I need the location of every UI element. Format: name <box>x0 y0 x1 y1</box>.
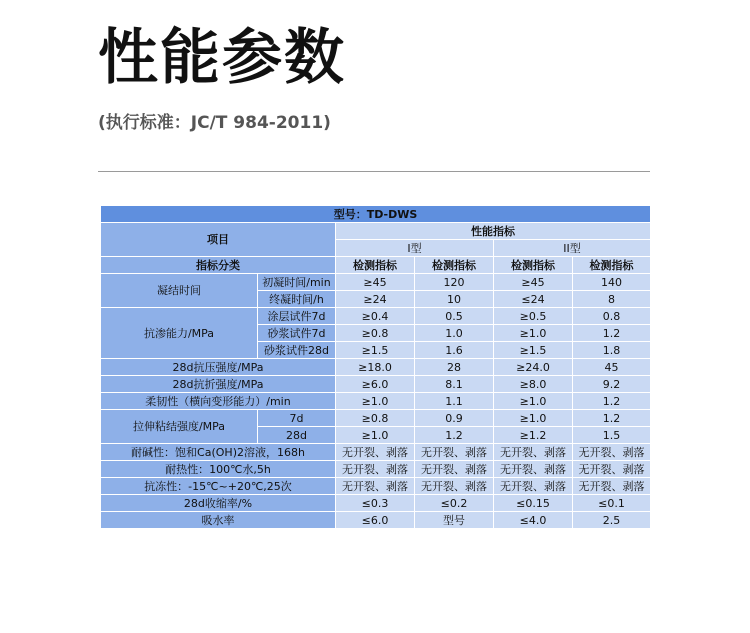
table-cell: 无开裂、剥落 <box>336 444 415 461</box>
table-cell: 1.2 <box>573 393 651 410</box>
row-label: 耐热性：100℃水,5h <box>101 461 336 478</box>
table-cell: 无开裂、剥落 <box>573 478 651 495</box>
divider <box>98 171 650 172</box>
table-cell: 无开裂、剥落 <box>494 444 573 461</box>
table-cell: ≥24.0 <box>494 359 573 376</box>
table-cell: ≤0.15 <box>494 495 573 512</box>
table-cell: ≥0.4 <box>336 308 415 325</box>
row-label: 28d抗折强度/MPa <box>101 376 336 393</box>
table-cell: ≤4.0 <box>494 512 573 529</box>
table-cell: 9.2 <box>573 376 651 393</box>
standard-subtitle: (执行标准：JC/T 984-2011) <box>98 113 331 133</box>
table-cell: ≥0.5 <box>494 308 573 325</box>
table-cell: 1.6 <box>415 342 494 359</box>
table-cell: 1.2 <box>573 410 651 427</box>
test-indicator-header: 检测指标 <box>494 257 573 274</box>
table-cell: 45 <box>573 359 651 376</box>
table-cell: 28 <box>415 359 494 376</box>
table-cell: 0.5 <box>415 308 494 325</box>
row-label: 抗渗能力/MPa <box>101 308 258 359</box>
table-cell: 1.0 <box>415 325 494 342</box>
table-cell: 无开裂、剥落 <box>415 461 494 478</box>
table-cell: 1.5 <box>573 427 651 444</box>
table-cell: ≤0.3 <box>336 495 415 512</box>
table-row <box>101 512 651 529</box>
table-row <box>101 444 651 461</box>
row-sublabel: 28d <box>258 427 336 444</box>
table-cell: 10 <box>415 291 494 308</box>
table-cell: ≥24 <box>336 291 415 308</box>
table-cell: ≥1.5 <box>336 342 415 359</box>
test-indicator-header: 检测指标 <box>573 257 651 274</box>
row-label: 拉伸粘结强度/MPa <box>101 410 258 444</box>
table-cell: ≥0.8 <box>336 410 415 427</box>
table-cell: ≥1.0 <box>494 393 573 410</box>
table-cell: ≤24 <box>494 291 573 308</box>
table-cell: ≥18.0 <box>336 359 415 376</box>
table-row <box>101 410 651 427</box>
row-sublabel: 涂层试件7d <box>258 308 336 325</box>
table-cell: 无开裂、剥落 <box>336 478 415 495</box>
table-row <box>101 206 651 223</box>
row-label: 耐碱性：饱和Ca(OH)2溶液，168h <box>101 444 336 461</box>
category-header: 指标分类 <box>101 257 336 274</box>
table-cell: ≥1.5 <box>494 342 573 359</box>
table-cell: 无开裂、剥落 <box>415 444 494 461</box>
performance-table <box>100 205 651 529</box>
table-cell: ≤0.1 <box>573 495 651 512</box>
row-sublabel: 7d <box>258 410 336 427</box>
table-cell: ≥6.0 <box>336 376 415 393</box>
table-row <box>101 495 651 512</box>
table-row <box>101 308 651 325</box>
row-label: 28d抗压强度/MPa <box>101 359 336 376</box>
row-label: 凝结时间 <box>101 274 258 308</box>
table-cell: ≥0.8 <box>336 325 415 342</box>
table-cell: ≥1.0 <box>336 393 415 410</box>
item-header: 项目 <box>101 223 336 257</box>
perf-header: 性能指标 <box>336 223 651 240</box>
table-cell: 无开裂、剥落 <box>494 461 573 478</box>
row-label: 28d收缩率/% <box>101 495 336 512</box>
type2-header: II型 <box>494 240 651 257</box>
table-cell: ≥45 <box>336 274 415 291</box>
row-sublabel: 初凝时间/min <box>258 274 336 291</box>
row-label: 柔韧性（横向变形能力）/min <box>101 393 336 410</box>
table-cell: 1.8 <box>573 342 651 359</box>
row-sublabel: 砂浆试件7d <box>258 325 336 342</box>
row-sublabel: 终凝时间/h <box>258 291 336 308</box>
table-cell: 无开裂、剥落 <box>415 478 494 495</box>
table-row <box>101 223 651 240</box>
table-cell: ≥1.0 <box>494 410 573 427</box>
table-cell: 120 <box>415 274 494 291</box>
table-row <box>101 393 651 410</box>
table-cell: 0.9 <box>415 410 494 427</box>
table-cell: ≥1.0 <box>494 325 573 342</box>
table-cell: 1.1 <box>415 393 494 410</box>
table-row <box>101 257 651 274</box>
row-label: 抗冻性：-15℃~+20℃,25次 <box>101 478 336 495</box>
table-cell: ≥45 <box>494 274 573 291</box>
table-cell: ≥8.0 <box>494 376 573 393</box>
table-cell: 1.2 <box>573 325 651 342</box>
table-row <box>101 478 651 495</box>
table-cell: 型号 <box>415 512 494 529</box>
table-cell: 140 <box>573 274 651 291</box>
table-cell: ≤6.0 <box>336 512 415 529</box>
table-cell: 1.2 <box>415 427 494 444</box>
table-cell: ≥1.2 <box>494 427 573 444</box>
table-cell: 8.1 <box>415 376 494 393</box>
test-indicator-header: 检测指标 <box>415 257 494 274</box>
table-cell: ≤0.2 <box>415 495 494 512</box>
table-cell: 无开裂、剥落 <box>494 478 573 495</box>
table-cell: ≥1.0 <box>336 427 415 444</box>
table-cell: 8 <box>573 291 651 308</box>
model-header: 型号：TD-DWS <box>101 206 651 223</box>
row-label: 吸水率 <box>101 512 336 529</box>
table-cell: 无开裂、剥落 <box>573 461 651 478</box>
type1-header: I型 <box>336 240 494 257</box>
page-title: 性能参数 <box>98 23 346 93</box>
table-cell: 无开裂、剥落 <box>573 444 651 461</box>
table-row <box>101 461 651 478</box>
table-row <box>101 274 651 291</box>
table-row <box>101 359 651 376</box>
table-cell: 无开裂、剥落 <box>336 461 415 478</box>
test-indicator-header: 检测指标 <box>336 257 415 274</box>
table-cell: 2.5 <box>573 512 651 529</box>
table-row <box>101 376 651 393</box>
row-sublabel: 砂浆试件28d <box>258 342 336 359</box>
table-cell: 0.8 <box>573 308 651 325</box>
